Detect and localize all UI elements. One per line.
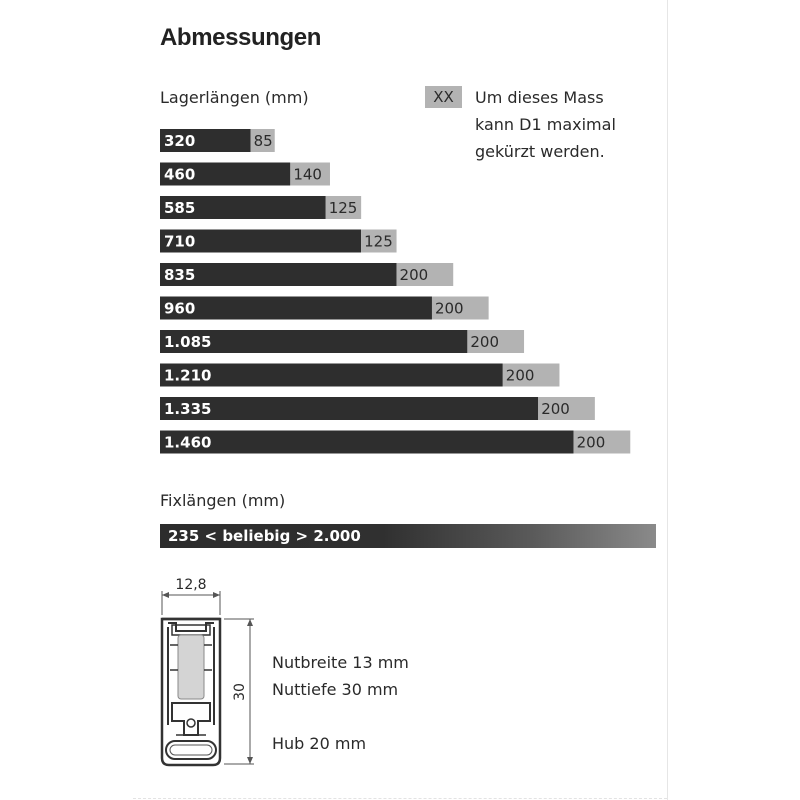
nuttiefe-text: Nuttiefe 30 mm [272,680,399,699]
bar-shortening-label-6: 200 [470,333,500,351]
legend-swatch: XX [425,86,462,108]
bar-shortening-label-2: 125 [328,199,358,217]
bar-length-label-3: 710 [164,232,196,251]
bar-length-label-1: 460 [164,165,196,184]
bar-length-label-8: 1.335 [164,400,212,418]
bar-shortening-label-9: 200 [576,433,606,452]
height-dimension-label: 30 [232,683,248,701]
width-dimension-label: 12,8 [175,577,207,593]
lagerlaengen-label: Lagerlängen (mm) [160,88,309,107]
bar-length-label-2: 585 [164,199,196,217]
bar-length-label-4: 835 [164,266,196,284]
bar-length-label-7: 1.210 [164,366,212,385]
bar-length-label-9: 1.460 [164,433,212,452]
legend-line-2: kann D1 maximal [475,115,616,134]
bar-length-label-5: 960 [164,299,196,318]
fixlaengen-bar-label: 235 < beliebig > 2.000 [168,527,361,545]
bar-shortening-label-4: 200 [399,266,429,284]
bar-shortening-label-8: 200 [541,400,570,418]
bar-shortening-label-0: 85 [253,132,273,150]
legend-line-1: Um dieses Mass [475,88,604,107]
bar-length-5 [160,297,432,320]
bottom-divider [133,798,667,799]
profile-cross-section-drawing [150,575,260,775]
bar-length-4 [160,263,397,286]
bar-shortening-label-7: 200 [505,366,535,385]
bar-length-label-6: 1.085 [164,333,212,351]
page-title: Abmessungen [160,24,321,51]
bar-length-label-0: 320 [164,132,196,150]
bar-length-9 [160,431,574,454]
bar-shortening-label-1: 140 [293,165,322,184]
fixlaengen-label: Fixlängen (mm) [160,491,286,510]
bar-length-8 [160,397,538,420]
bar-shortening-label-3: 125 [364,232,393,251]
legend-line-3: gekürzt werden. [475,142,605,161]
nutbreite-text: Nutbreite 13 mm [272,653,409,672]
bar-shortening-label-5: 200 [434,299,464,318]
hub-text: Hub 20 mm [272,734,367,753]
